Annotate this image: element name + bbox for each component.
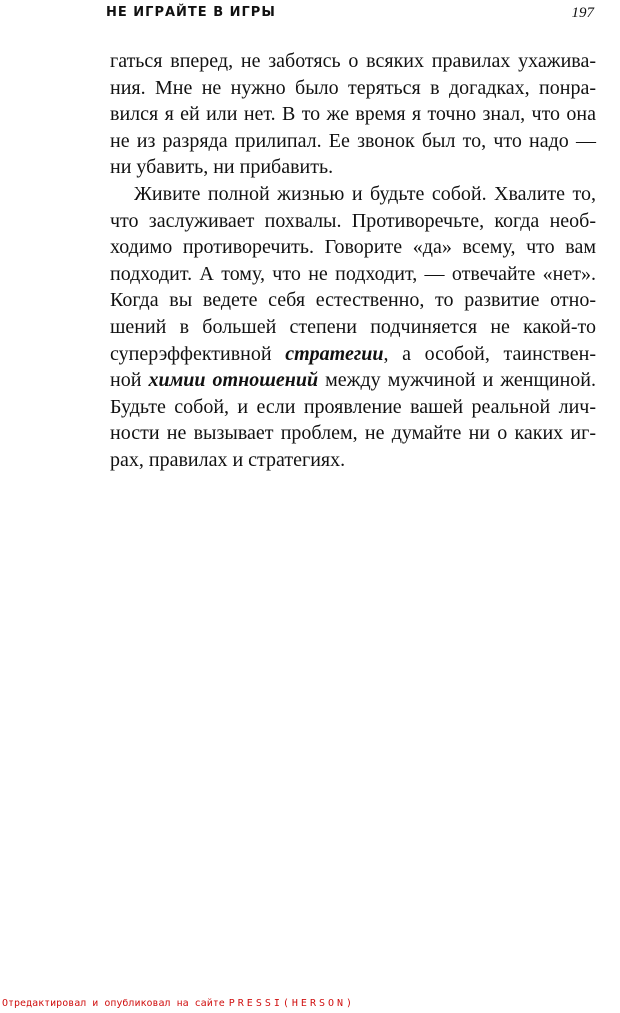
text-line: шений в большей степени подчиняется не какой-то	[110, 315, 596, 338]
text-line: ни убавить, ни прибавить.	[110, 156, 334, 179]
body-text	[110, 48, 596, 474]
emphasis-chemistry: химии отношений	[148, 369, 319, 392]
text-line: ния. Мне не нужно было теряться в догадках, понра-	[110, 76, 596, 99]
text-fragment: между мужчиной и женщиной.	[318, 369, 597, 392]
emphasis-strategy: стратегии	[285, 342, 384, 365]
text-line: Будьте собой, и если проявление вашей реальной лич-	[110, 395, 596, 418]
text-line: ходимо противоречить. Говорите «да» всему, что вам	[110, 236, 596, 259]
text-line	[110, 367, 596, 394]
text-line: гаться вперед, не заботясь о всяких правилах ухажива-	[110, 50, 596, 72]
footer-note: Отредактировал и опубликовал на сайте	[2, 998, 225, 1009]
page-number: 197	[571, 5, 594, 21]
text-line: Живите полной жизнью и будьте собой. Хвалите то,	[134, 182, 596, 205]
footer-site: PRESSI(HERSON)	[228, 998, 356, 1009]
text-fragment: , а особой, таинствен-	[383, 342, 596, 365]
text-line: что заслуживает похвалы. Противоречьте, когда необ-	[110, 209, 596, 232]
running-title: НЕ ИГРАЙТЕ В ИГРЫ	[106, 5, 276, 20]
text-line: ности не вызывает проблем, не думайте ни о каких иг-	[110, 422, 596, 445]
publisher-footer	[2, 998, 355, 1009]
text-line: Когда вы ведете себя естественно, то развитие отно-	[110, 289, 596, 312]
text-line: рах, правилах и стратегиях.	[110, 448, 346, 471]
text-line: вился я ей или нет. В то же время я точно знал, что она	[110, 103, 596, 126]
text-fragment: суперэффективной	[110, 342, 286, 365]
text-line: не из разряда прилипал. Ее звонок был то, что надо —	[110, 129, 596, 152]
text-line: подходит. А тому, что не подходит, — отвечайте «нет».	[110, 262, 596, 285]
text-fragment: ной	[110, 369, 149, 392]
text-line	[110, 341, 596, 368]
